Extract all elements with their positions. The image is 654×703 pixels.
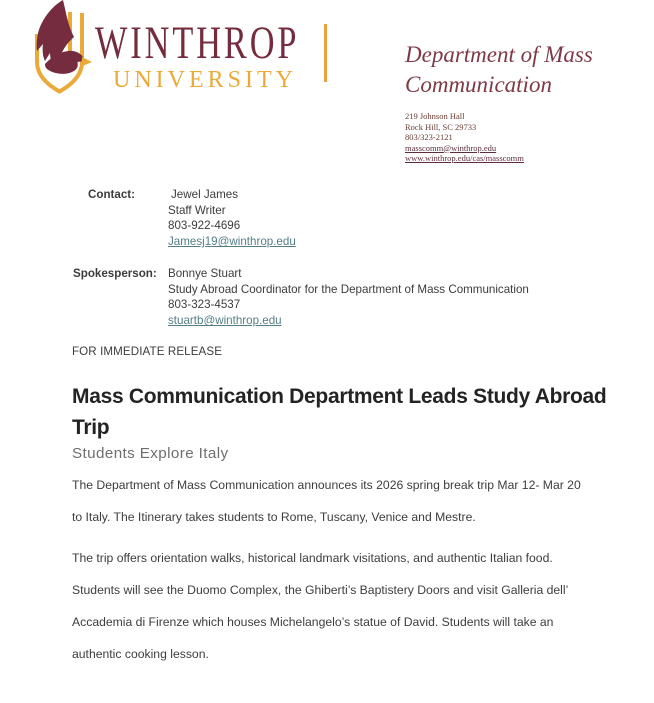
body-paragraph-2: The trip offers orientation walks, historical landmark visitations, and authentic Italian food. Students will see the Duomo Complex, the Ghiberti’s Baptistery Doors and visit Galleria dell’ Accademia di Firenze which houses Michelangelo’s statue of David. Students will take an authentic cooking lesson. [72, 551, 568, 661]
contact-role: Staff Writer [168, 203, 226, 217]
contact-email-link[interactable]: Jamesj19@winthrop.edu [168, 235, 296, 249]
logo-divider [324, 24, 327, 82]
contact-lines [168, 187, 608, 250]
wordmark-line2: UNIVERSITY [113, 67, 297, 93]
release-status: FOR IMMEDIATE RELEASE [72, 345, 223, 358]
body-paragraph-1: The Department of Mass Communication announces its 2026 spring break trip Mar 12- Mar 20 to Italy. The Itinerary takes students to Rome, Tuscany, Venice and Mestre. [72, 478, 581, 524]
press-release-body [72, 469, 584, 679]
spokesperson-role: Study Abroad Coordinator for the Department of Mass Communication [168, 282, 529, 296]
department-address [405, 111, 650, 164]
address-phone: 803/323-2121 [405, 132, 453, 142]
department-website-link[interactable]: www.winthrop.edu/cas/masscomm [405, 153, 524, 163]
address-hall: 219 Johnson Hall [405, 111, 465, 121]
spokesperson-email-link[interactable]: stuartb@winthrop.edu [168, 314, 282, 328]
department-title-line2: Communication [405, 72, 552, 97]
headline-line1: Mass Communication Department Leads Study Abroad [72, 385, 607, 408]
press-release-subheadline: Students Explore Italy [72, 445, 229, 462]
department-title-line1: Department of Mass [405, 42, 593, 67]
spokesperson-lines [168, 266, 608, 329]
contact-name: Jewel James [171, 188, 239, 201]
address-city: Rock Hill, SC 29733 [405, 121, 477, 132]
wordmark-line1: WINTHROP [95, 17, 300, 69]
department-block [405, 40, 650, 164]
spokesperson-name: Bonnye Stuart [168, 267, 242, 280]
spokesperson-label: Spokesperson: [73, 267, 157, 280]
press-release-headline [72, 382, 606, 443]
contact-phone: 803-922-4696 [168, 219, 241, 233]
spokesperson-phone: 803-323-4537 [168, 298, 241, 312]
headline-line2: Trip [72, 415, 110, 439]
eagle-shield-icon [26, 0, 92, 97]
department-email-link[interactable]: masscomm@winthrop.edu [405, 142, 497, 153]
contact-label: Contact: [88, 188, 136, 201]
department-title [405, 40, 650, 100]
university-wordmark [95, 17, 375, 93]
